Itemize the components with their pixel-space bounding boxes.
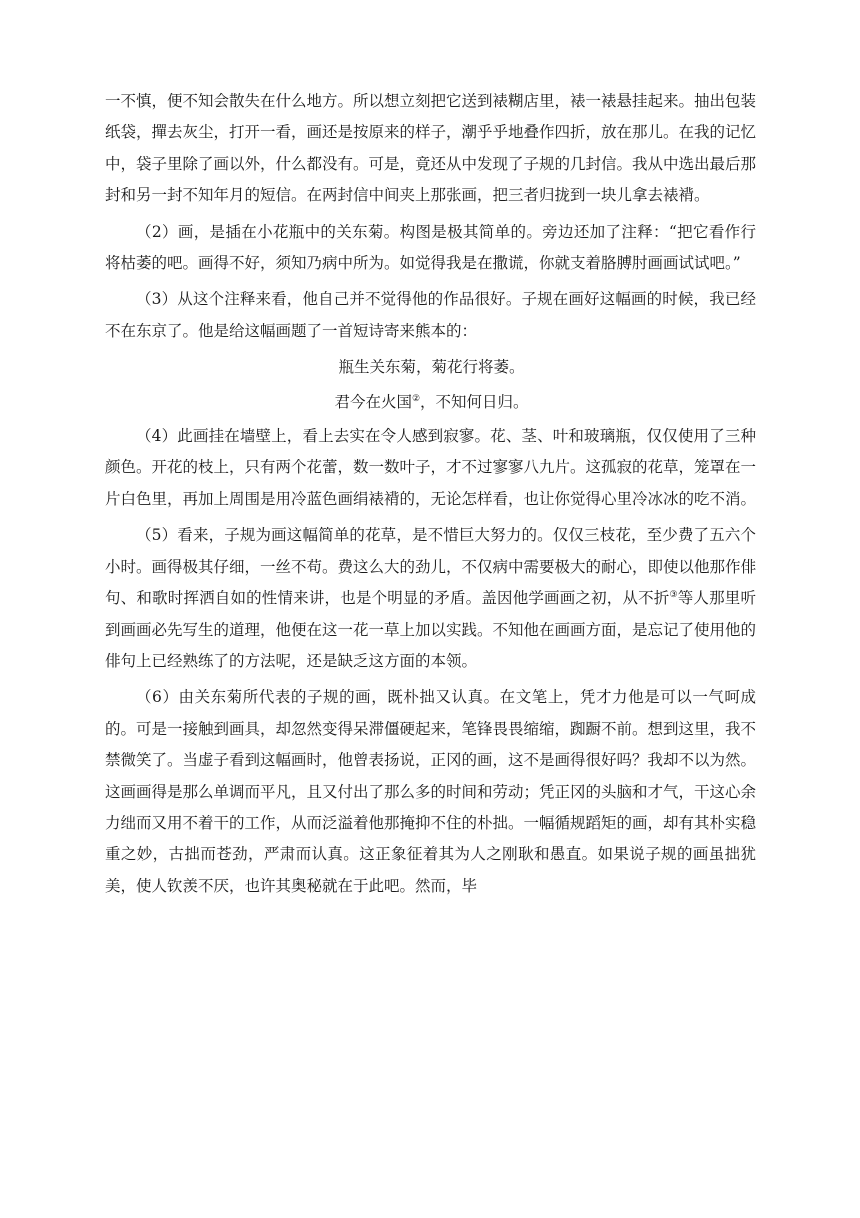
poem-line-1: 瓶生关东菊，菊花行将萎。	[338, 358, 525, 377]
paragraph-5-part-b: 等人那里听到画画必先写生的道理，他便在这一花一草上加以实践。不知他在画画方面，是忘记了使用他的俳句上已经熟练了的方法呢，还是缺乏这方面的本领。	[105, 589, 757, 670]
paragraph-5	[105, 520, 756, 677]
poem-line-2-part-a: 君今在火国	[334, 392, 412, 411]
paragraph-4: （4）此画挂在墙壁上，看上去实在令人感到寂寥。花、茎、叶和玻璃瓶，仅仅使用了三种颜色。开花的枝上，只有两个花蕾，数一数叶子，才不过寥寥八九片。这孤寂的花草，笼罩在一片白色里，再加上周围是用冷蓝色画绢裱褙的，无论怎样看，也让你觉得心里冷冰冰的吃不消。	[105, 427, 757, 508]
document-page	[105, 86, 756, 907]
poem-line-2	[105, 387, 756, 418]
footnote-marker-2: ②	[411, 393, 421, 404]
paragraph-6: （6）由关东菊所代表的子规的画，既朴拙又认真。在文笔上，凭才力他是可以一气呵成的。可是一接触到画具，却忽然变得呆滞僵硬起来，笔锋畏畏缩缩，踟蹰不前。想到这里，我不禁微笑了。当虚子看到这幅画时，他曾表扬说，正冈的画，这不是画得很好吗？我却不以为然。这画画得是那么单调而平凡，且又付出了那么多的时间和劳动；凭正冈的头脑和才气，干这心余力绌而又用不着干的工作，从而泛溢着他那掩抑不住的朴拙。一幅循规蹈矩的画，却有其朴实稳重之妙，古拙而苍劲，严肃而认真。这正象征着其为人之刚耿和愚直。如果说子规的画虽拙犹美，使人钦羡不厌，也许其奥秘就在于此吧。然而，毕	[105, 688, 757, 895]
paragraph-continued: 一不慎，便不知会散失在什么地方。所以想立刻把它送到裱糊店里，裱一裱悬挂起来。抽出包装纸袋，撣去灰尘，打开一看，画还是按原来的样子，潮乎乎地叠作四折，放在那儿。在我的记忆中，袋子里除了画以外，什么都没有。可是，竟还从中发现了子规的几封信。我从中选出最后那封和另一封不知年月的短信。在两封信中间夹上那张画，把三者归拢到一块儿拿去裱褙。	[105, 92, 757, 205]
poem-line-2-part-b: ，不知何日归。	[420, 392, 529, 411]
paragraph-2: （2）画，是插在小花瓶中的关东菊。构图是极其简单的。旁边还加了注释：“把它看作行将枯萎的吧。画得不好，须知乃病中所为。如觉得我是在撒谎，你就支着胳膊肘画画试试吧。”	[105, 222, 756, 273]
footnote-marker-3: ③	[669, 589, 678, 600]
paragraph-5-part-a: （5）看来，子规为画这幅简单的花草，是不惜巨大努力的。仅仅三枝花，至少费了五六个小时。画得极其仔细，一丝不苟。费这么大的劲儿，不仅病中需要极大的耐心，即使以他那作俳句、和歌时挥洒自如的性情来讲，也是个明显的矛盾。盖因他学画画之初，从不折	[105, 526, 757, 608]
paragraph-3: （3）从这个注释来看，他自己并不觉得他的作品很好。子规在画好这幅画的时候，我已经不在东京了。他是给这幅画题了一首短诗寄来熊本的：	[105, 290, 756, 340]
